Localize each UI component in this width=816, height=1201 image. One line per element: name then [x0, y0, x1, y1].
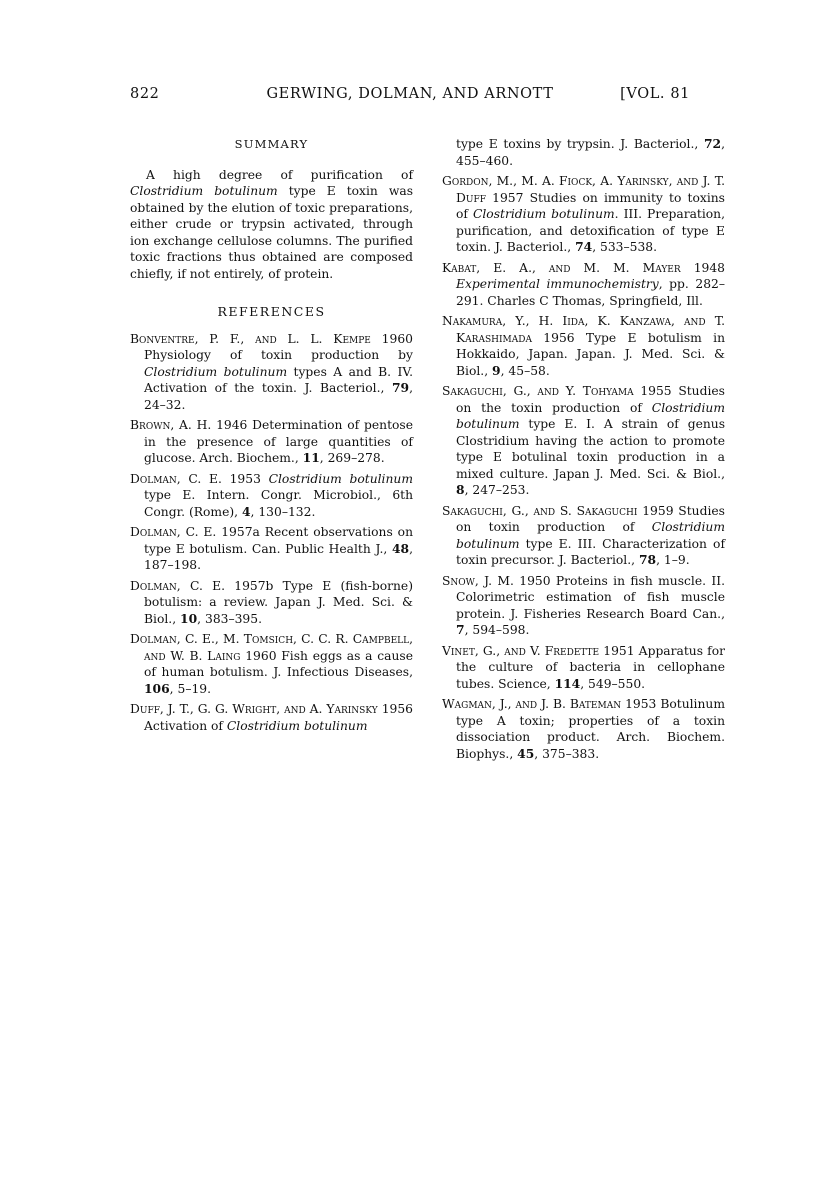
reference-list-left: [130, 331, 413, 735]
references-heading: REFERENCES: [217, 304, 326, 319]
reference-entry: Sakaguchi, G., and Y. Tohyama 1955 Studies on the toxin production of Clostridium botulinum type E. I. A strain of genus Clostridium having the action to promote type E botulinal toxin production in a mixed culture. Japan J. Med. Sci. & Biol., 8, 247–253.: [442, 384, 725, 497]
left-column: [130, 136, 413, 738]
reference-entry: Dolman, C. E. 1953 Clostridium botulinum type E. Intern. Congr. Microbiol., 6th Congr. (Rome), 4, 130–132.: [130, 471, 413, 519]
summary-paragraph: A high degree of purification of Clostridium botulinum type E toxin was obtained by the elution of toxic preparations, either crude or trypsin activated, through ion exchange cellulose columns. The purified toxic fractions thus obtained are composed chiefly, if not entirely, of protein.: [130, 167, 414, 281]
running-head: GERWING, DOLMAN, AND ARNOTT: [266, 86, 554, 102]
summary-heading: SUMMARY: [234, 137, 309, 151]
reference-entry: Nakamura, Y., H. Iida, K. Kanzawa, and T. Karashimada 1956 Type E botulism in Hokkaido, Japan. Japan. J. Med. Sci. & Biol., 9, 45–58.: [442, 314, 725, 378]
reference-entry: Wagman, J., and J. B. Bateman 1953 Botulinum type A toxin; properties of a toxin dissociation product. Arch. Biochem. Biophys., 45, 375–383.: [442, 697, 725, 761]
reference-entry: Dolman, C. E. 1957a Recent observations on type E botulism. Can. Public Health J., 48, 187–198.: [130, 525, 413, 572]
reference-entry: Vinet, G., and V. Fredette 1951 Apparatus for the culture of bacteria in cellophane tubes. Science, 114, 549–550.: [442, 643, 725, 691]
reference-entry: Sakaguchi, G., and S. Sakaguchi 1959 Studies on toxin production of Clostridium botulinum type E. III. Characterization of toxin precursor. J. Bacteriol., 78, 1–9.: [442, 503, 725, 567]
page-header: [130, 86, 690, 108]
reference-entry: Dolman, C. E. 1957b Type E (fish-borne) botulism: a review. Japan J. Med. Sci. & Biol., 10, 383–395.: [130, 578, 414, 626]
reference-entry: Gordon, M., M. A. Fiock, A. Yarinsky, and J. T. Duff 1957 Studies on immunity to toxins of Clostridium botulinum. III. Preparation, purification, and detoxification of type E toxin. J. Bacteriol., 74, 533–538.: [442, 174, 726, 254]
reference-continuation: type E toxins by trypsin. J. Bacteriol., 72, 455–460.: [456, 136, 725, 168]
reference-entry: Dolman, C. E., M. Tomsich, C. C. R. Campbell, and W. B. Laing 1960 Fish eggs as a cause of human botulism. J. Infectious Diseases, 106, 5–19.: [130, 632, 413, 696]
reference-entry: Bonventre, P. F., and L. L. Kempe 1960 Physiology of toxin production by Clostridium botulinum types A and B. IV. Activation of the toxin. J. Bacteriol., 79, 24–32.: [130, 331, 414, 412]
reference-entry: Duff, J. T., G. G. Wright, and A. Yarinsky 1956 Activation of Clostridium botulinum: [130, 702, 413, 733]
reference-entry: Brown, A. H. 1946 Determination of pentose in the presence of large quantities of glucose. Arch. Biochem., 11, 269–278.: [130, 418, 413, 465]
volume-label: [VOL. 81: [620, 86, 690, 102]
page-number: 822: [130, 86, 160, 102]
right-column: [442, 136, 725, 766]
reference-entry: Kabat, E. A., and M. M. Mayer 1948 Experimental immunochemistry, pp. 282–291. Charles C Thomas, Springfield, Ill.: [442, 260, 725, 308]
reference-entry: Snow, J. M. 1950 Proteins in fish muscle. II. Colorimetric estimation of fish muscle protein. J. Fisheries Research Board Can., 7, 594–598.: [442, 573, 725, 637]
reference-list-right: [442, 173, 725, 762]
